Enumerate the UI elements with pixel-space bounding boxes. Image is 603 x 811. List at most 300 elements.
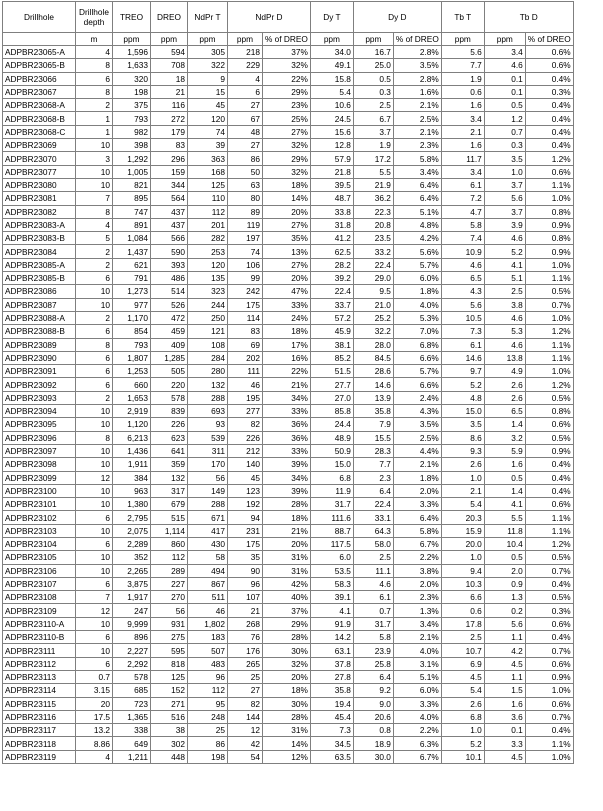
table-cell: 5.2 [484, 245, 525, 258]
drillhole-id-cell: ADPBR23091 [3, 365, 76, 378]
table-cell: 95 [188, 697, 228, 710]
table-cell: 170 [188, 458, 228, 471]
drillhole-id-cell: ADPBR23104 [3, 537, 76, 550]
unit-cell: ppm [353, 33, 393, 46]
table-cell: 226 [151, 418, 188, 431]
table-cell: 0.2 [484, 604, 525, 617]
table-cell: 34.5 [310, 737, 353, 750]
table-cell: 63.1 [310, 644, 353, 657]
table-cell: 28.0 [353, 338, 393, 351]
table-cell: 0.7% [525, 298, 573, 311]
table-cell: 3.5 [441, 418, 484, 431]
table-cell: 2 [76, 311, 113, 324]
table-cell: 671 [188, 511, 228, 524]
table-cell: 4.1 [310, 604, 353, 617]
table-cell: 0.1 [484, 72, 525, 85]
table-cell: 23% [263, 99, 311, 112]
table-cell: 1.1 [484, 670, 525, 683]
table-cell: 6.5 [484, 405, 525, 418]
unit-cell: ppm [151, 33, 188, 46]
drillhole-id-cell: ADPBR23110-B [3, 631, 76, 644]
table-cell: 10 [76, 564, 113, 577]
table-cell: 7.2 [441, 192, 484, 205]
table-cell: 9.7 [441, 365, 484, 378]
table-cell: 1.6 [484, 458, 525, 471]
table-cell: 1.0 [441, 471, 484, 484]
table-cell: 212 [228, 444, 263, 457]
unit-cell: ppm [188, 33, 228, 46]
table-cell: 242 [228, 285, 263, 298]
table-cell: 0.9 [484, 577, 525, 590]
table-cell: 17.2 [353, 152, 393, 165]
table-cell: 7.3 [441, 325, 484, 338]
table-cell: 891 [113, 218, 151, 231]
table-row [3, 59, 574, 72]
table-cell: 132 [151, 471, 188, 484]
table-cell: 74 [188, 125, 228, 138]
table-cell: 36% [263, 418, 311, 431]
table-cell: 24% [263, 311, 311, 324]
table-cell: 120 [188, 258, 228, 271]
table-cell: 4.0% [393, 644, 441, 657]
table-cell: 22.4 [353, 258, 393, 271]
table-cell: 430 [188, 537, 228, 550]
table-cell: 317 [151, 484, 188, 497]
table-cell: 175 [228, 537, 263, 550]
table-cell: 12.8 [310, 139, 353, 152]
drillhole-id-cell: ADPBR23114 [3, 684, 76, 697]
table-cell: 37% [263, 46, 311, 59]
table-cell: 8 [76, 338, 113, 351]
table-cell: 27 [228, 99, 263, 112]
table-cell: 10.4 [484, 537, 525, 550]
table-cell: 2.8% [393, 46, 441, 59]
table-cell: 0.4% [525, 112, 573, 125]
table-cell: 4.7 [441, 205, 484, 218]
table-cell: 649 [113, 737, 151, 750]
table-cell: 218 [228, 46, 263, 59]
table-cell: 590 [151, 245, 188, 258]
table-cell: 30% [263, 644, 311, 657]
table-cell: 250 [188, 311, 228, 324]
table-cell: 3.6 [484, 710, 525, 723]
table-cell: 50 [228, 165, 263, 178]
table-cell: 192 [228, 498, 263, 511]
table-cell: 5.4 [441, 498, 484, 511]
table-cell: 144 [228, 710, 263, 723]
table-cell: 507 [188, 644, 228, 657]
table-cell: 6.8% [393, 338, 441, 351]
table-cell: 2,075 [113, 524, 151, 537]
table-cell: 49.1 [310, 59, 353, 72]
table-cell: 82 [228, 418, 263, 431]
table-cell: 0.4% [525, 724, 573, 737]
table-row [3, 724, 574, 737]
table-cell: 448 [151, 750, 188, 763]
table-cell: 32% [263, 165, 311, 178]
table-cell: 0.9% [525, 218, 573, 231]
table-cell: 48 [228, 125, 263, 138]
drillhole-id-cell: ADPBR23110-A [3, 617, 76, 630]
table-cell: 1.6 [484, 697, 525, 710]
table-cell: 7 [76, 192, 113, 205]
table-cell: 10.5 [441, 311, 484, 324]
table-cell: 5.5 [484, 511, 525, 524]
table-cell: 125 [188, 178, 228, 191]
drillhole-id-cell: ADPBR23084 [3, 245, 76, 258]
table-cell: 7.7 [441, 59, 484, 72]
table-row [3, 657, 574, 670]
table-row [3, 351, 574, 364]
table-cell: 3.4 [484, 46, 525, 59]
table-cell: 19.4 [310, 697, 353, 710]
table-cell: 10.6 [310, 99, 353, 112]
table-cell: 27% [263, 218, 311, 231]
table-row [3, 684, 574, 697]
table-cell: 74 [228, 245, 263, 258]
table-cell: 486 [151, 272, 188, 285]
table-cell: 202 [228, 351, 263, 364]
table-cell: 183 [188, 631, 228, 644]
table-cell: 20.3 [441, 511, 484, 524]
table-cell: 3.7 [484, 178, 525, 191]
table-cell: 4 [76, 218, 113, 231]
table-cell: 2,289 [113, 537, 151, 550]
table-cell: 31.7 [310, 498, 353, 511]
table-cell: 271 [151, 697, 188, 710]
table-cell: 86 [188, 737, 228, 750]
table-cell: 1,120 [113, 418, 151, 431]
table-cell: 0.7% [525, 710, 573, 723]
table-cell: 6.8 [441, 710, 484, 723]
table-cell: 320 [113, 72, 151, 85]
table-cell: 5.6 [441, 298, 484, 311]
table-cell: 282 [188, 232, 228, 245]
table-cell: 3.5 [484, 152, 525, 165]
table-cell: 3,875 [113, 577, 151, 590]
table-cell: 977 [113, 298, 151, 311]
table-cell: 5.1 [484, 272, 525, 285]
table-cell: 437 [151, 218, 188, 231]
table-cell: 4.5 [441, 670, 484, 683]
table-cell: 2.3% [393, 139, 441, 152]
table-cell: 1,807 [113, 351, 151, 364]
drillhole-id-cell: ADPBR23115 [3, 697, 76, 710]
table-cell: 198 [113, 85, 151, 98]
table-cell: 867 [188, 577, 228, 590]
table-cell: 2.3% [393, 591, 441, 604]
table-cell: 0.4% [525, 99, 573, 112]
table-cell: 7.0% [393, 325, 441, 338]
table-cell: 201 [188, 218, 228, 231]
table-cell: 1,653 [113, 391, 151, 404]
table-row [3, 750, 574, 763]
table-cell: 27 [228, 139, 263, 152]
unit-cell: % of DREO [263, 33, 311, 46]
table-cell: 384 [113, 471, 151, 484]
table-cell: 31% [263, 564, 311, 577]
table-row [3, 232, 574, 245]
table-cell: 437 [151, 205, 188, 218]
table-cell: 33.1 [353, 511, 393, 524]
table-cell: 25 [228, 670, 263, 683]
table-cell: 693 [188, 405, 228, 418]
table-row [3, 298, 574, 311]
table-cell: 117.5 [310, 537, 353, 550]
table-cell: 0.6% [525, 418, 573, 431]
table-cell: 25.2 [353, 311, 393, 324]
table-cell: 132 [188, 378, 228, 391]
table-cell: 3.7 [353, 125, 393, 138]
table-cell: 10 [76, 418, 113, 431]
table-cell: 818 [151, 657, 188, 670]
table-cell: 265 [228, 657, 263, 670]
table-cell: 90 [228, 564, 263, 577]
drillhole-id-cell: ADPBR23065-A [3, 46, 76, 59]
table-cell: 15 [188, 85, 228, 98]
table-cell: 1.0% [525, 684, 573, 697]
table-cell: 38 [151, 724, 188, 737]
table-cell: 31% [263, 724, 311, 737]
table-cell: 6 [76, 365, 113, 378]
table-cell: 10.1 [441, 750, 484, 763]
drillhole-id-cell: ADPBR23065-B [3, 59, 76, 72]
table-cell: 595 [151, 644, 188, 657]
table-cell: 57.2 [310, 311, 353, 324]
table-cell: 32.2 [353, 325, 393, 338]
table-row [3, 245, 574, 258]
table-cell: 1.4 [484, 484, 525, 497]
drillhole-id-cell: ADPBR23081 [3, 192, 76, 205]
table-cell: 483 [188, 657, 228, 670]
table-cell: 896 [113, 631, 151, 644]
table-cell: 111 [228, 365, 263, 378]
table-cell: 1,292 [113, 152, 151, 165]
header-ndpr-d: NdPr D [228, 2, 311, 33]
table-cell: 45.4 [310, 710, 353, 723]
table-cell: 3.7 [484, 205, 525, 218]
table-row [3, 178, 574, 191]
table-cell: 107 [228, 591, 263, 604]
table-body [3, 46, 574, 764]
table-cell: 5.2 [441, 378, 484, 391]
table-cell: 195 [228, 391, 263, 404]
table-cell: 6.4 [353, 484, 393, 497]
table-cell: 40% [263, 591, 311, 604]
table-cell: 0.6% [525, 59, 573, 72]
table-cell: 338 [113, 724, 151, 737]
table-cell: 1.1% [525, 338, 573, 351]
table-cell: 1,005 [113, 165, 151, 178]
drillhole-id-cell: ADPBR23117 [3, 724, 76, 737]
table-row [3, 631, 574, 644]
table-cell: 0.4% [525, 458, 573, 471]
table-cell: 10 [76, 617, 113, 630]
table-cell: 302 [151, 737, 188, 750]
table-cell: 20.6 [353, 710, 393, 723]
table-cell: 197 [228, 232, 263, 245]
table-cell: 4 [76, 46, 113, 59]
table-cell: 159 [151, 165, 188, 178]
table-cell: 11.1 [353, 564, 393, 577]
header-row [3, 2, 574, 33]
drillhole-id-cell: ADPBR23109 [3, 604, 76, 617]
table-cell: 1.4 [484, 418, 525, 431]
table-cell: 6.4% [393, 511, 441, 524]
drillhole-id-cell: ADPBR23111 [3, 644, 76, 657]
table-cell: 34% [263, 391, 311, 404]
drillhole-id-cell: ADPBR23068-A [3, 99, 76, 112]
table-cell: 0.6% [525, 657, 573, 670]
table-cell: 5.6% [393, 245, 441, 258]
table-cell: 83 [151, 139, 188, 152]
assay-table [2, 1, 574, 764]
table-cell: 36.2 [353, 192, 393, 205]
table-cell: 4 [76, 750, 113, 763]
table-cell: 18% [263, 684, 311, 697]
table-cell: 17.5 [76, 710, 113, 723]
table-cell: 20.8 [353, 218, 393, 231]
table-cell: 4.1 [484, 258, 525, 271]
table-cell: 47% [263, 285, 311, 298]
header-dreo: DREO [151, 2, 188, 33]
table-cell: 25.8 [353, 657, 393, 670]
table-cell: 15.5 [353, 431, 393, 444]
table-cell: 28% [263, 631, 311, 644]
drillhole-id-cell: ADPBR23086 [3, 285, 76, 298]
table-cell: 0.9% [525, 444, 573, 457]
table-cell: 2.3 [353, 471, 393, 484]
table-cell: 539 [188, 431, 228, 444]
table-cell: 564 [151, 192, 188, 205]
table-cell: 0.6 [441, 604, 484, 617]
table-cell: 110 [188, 192, 228, 205]
table-cell: 116 [151, 99, 188, 112]
table-cell: 5.8 [441, 218, 484, 231]
table-cell: 21% [263, 524, 311, 537]
table-row [3, 405, 574, 418]
unit-cell: % of DREO [525, 33, 573, 46]
table-cell: 4.2 [484, 644, 525, 657]
table-cell: 409 [151, 338, 188, 351]
table-cell: 114 [228, 311, 263, 324]
table-cell: 3.8% [393, 564, 441, 577]
table-cell: 1.2% [525, 537, 573, 550]
table-cell: 176 [228, 644, 263, 657]
unit-cell: ppm [310, 33, 353, 46]
table-cell: 85.2 [310, 351, 353, 364]
table-cell: 29.0 [353, 272, 393, 285]
table-cell: 119 [228, 218, 263, 231]
table-cell: 288 [188, 391, 228, 404]
table-cell: 39% [263, 484, 311, 497]
table-cell: 33.7 [310, 298, 353, 311]
table-cell: 39.1 [310, 591, 353, 604]
table-cell: 1.1% [525, 737, 573, 750]
table-cell: 2,795 [113, 511, 151, 524]
table-cell: 0.6 [441, 85, 484, 98]
table-cell: 6.7% [393, 537, 441, 550]
table-cell: 3 [76, 152, 113, 165]
table-row [3, 46, 574, 59]
drillhole-id-cell: ADPBR23101 [3, 498, 76, 511]
table-cell: 14% [263, 737, 311, 750]
table-row [3, 391, 574, 404]
table-cell: 0.4% [525, 577, 573, 590]
table-cell: 24.4 [310, 418, 353, 431]
table-cell: 5.3 [484, 325, 525, 338]
table-cell: 6.3% [393, 737, 441, 750]
table-cell: 0.7% [525, 564, 573, 577]
drillhole-id-cell: ADPBR23080 [3, 178, 76, 191]
table-cell: 6.4% [393, 192, 441, 205]
table-cell: 45 [188, 99, 228, 112]
table-row [3, 99, 574, 112]
table-cell: 85.8 [310, 405, 353, 418]
table-cell: 38.1 [310, 338, 353, 351]
table-cell: 268 [228, 617, 263, 630]
table-cell: 1.0% [525, 365, 573, 378]
table-row [3, 139, 574, 152]
table-cell: 244 [188, 298, 228, 311]
table-row [3, 365, 574, 378]
table-cell: 3.3% [393, 697, 441, 710]
table-cell: 3.1% [393, 657, 441, 670]
table-cell: 22.3 [353, 205, 393, 218]
table-row [3, 112, 574, 125]
table-cell: 3.3% [393, 498, 441, 511]
table-cell: 10.3 [441, 577, 484, 590]
table-cell: 67 [228, 112, 263, 125]
table-row [3, 551, 574, 564]
drillhole-id-cell: ADPBR23116 [3, 710, 76, 723]
table-cell: 1.0 [441, 551, 484, 564]
table-cell: 296 [151, 152, 188, 165]
table-cell: 14.6 [441, 351, 484, 364]
table-cell: 2.2% [393, 724, 441, 737]
table-cell: 21.8 [310, 165, 353, 178]
table-cell: 27.0 [310, 391, 353, 404]
table-cell: 27 [228, 684, 263, 697]
table-cell: 39% [263, 458, 311, 471]
table-cell: 220 [151, 378, 188, 391]
drillhole-id-cell: ADPBR23095 [3, 418, 76, 431]
table-cell: 0.7 [76, 670, 113, 683]
drillhole-id-cell: ADPBR23087 [3, 298, 76, 311]
table-cell: 793 [113, 338, 151, 351]
table-cell: 13.9 [353, 391, 393, 404]
table-cell: 459 [151, 325, 188, 338]
table-cell: 10 [76, 551, 113, 564]
table-cell: 58.0 [353, 537, 393, 550]
table-cell: 25.0 [353, 59, 393, 72]
table-cell: 7.3 [310, 724, 353, 737]
table-cell: 4.8 [441, 391, 484, 404]
table-cell: 63 [228, 178, 263, 191]
table-cell: 6.8 [310, 471, 353, 484]
table-cell: 6.7 [353, 112, 393, 125]
table-cell: 4.6 [484, 59, 525, 72]
table-cell: 1,802 [188, 617, 228, 630]
drillhole-id-cell: ADPBR23077 [3, 165, 76, 178]
table-cell: 20% [263, 272, 311, 285]
table-cell: 33% [263, 298, 311, 311]
drillhole-id-cell: ADPBR23107 [3, 577, 76, 590]
header-tb-d: Tb D [484, 2, 573, 33]
table-cell: 0.5% [525, 391, 573, 404]
table-row [3, 644, 574, 657]
table-cell: 8 [76, 431, 113, 444]
